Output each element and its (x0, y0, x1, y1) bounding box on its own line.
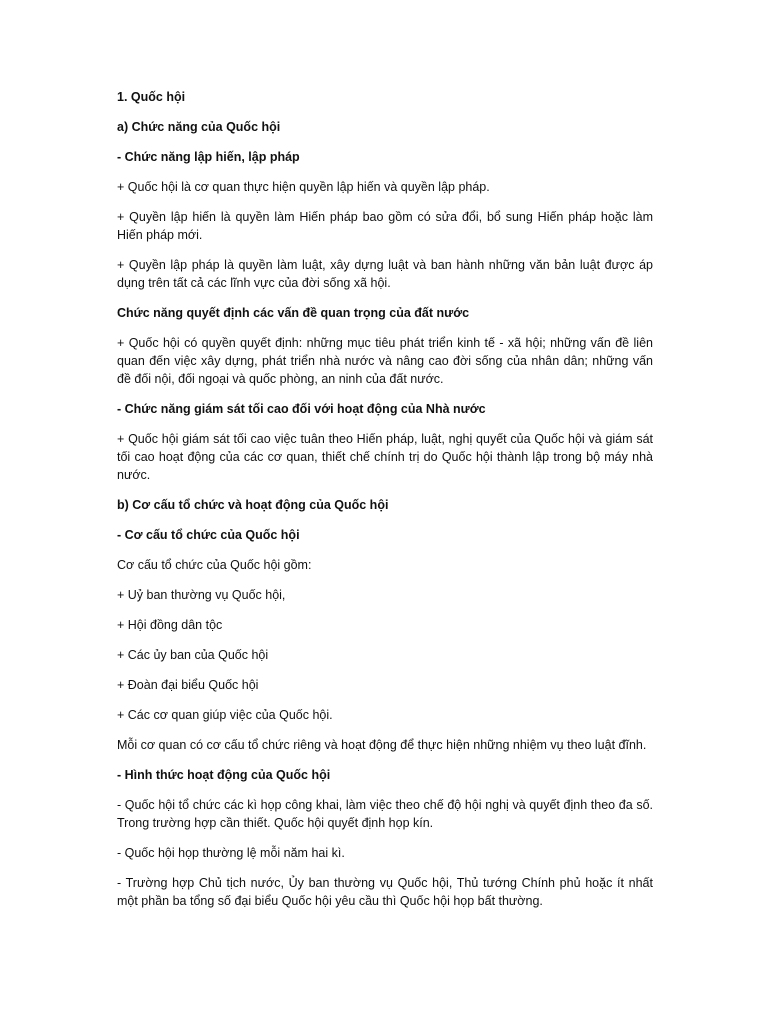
list-item: + Các cơ quan giúp việc của Quốc hội. (117, 708, 333, 722)
topic-heading: Chức năng quyết định các vấn đề quan trọng của đất nước (117, 306, 470, 320)
body-paragraph: - Quốc hội họp thường lệ mỗi năm hai kì. (117, 846, 345, 860)
body-paragraph: + Quốc hội có quyền quyết định: những mục tiêu phát triển kinh tế - xã hội; những vấn đề liên quan đến việc xây dựng, phát triển nhà nước và nâng cao đời sống của nhân dân; những vấn đề đối nội, đối ngoại và quốc phòng, an ninh của đất nước. (117, 336, 653, 386)
body-paragraph: + Quốc hội giám sát tối cao việc tuân theo Hiến pháp, luật, nghị quyết của Quốc hội và giám sát tối cao hoạt động của các cơ quan, thiết chế chính trị do Quốc hội thành lập trong bộ máy nhà nước. (117, 432, 653, 482)
subsection-heading: a) Chức năng của Quốc hội (117, 120, 281, 134)
list-item: + Hội đồng dân tộc (117, 618, 223, 632)
topic-heading: - Cơ cấu tổ chức của Quốc hội (117, 528, 300, 542)
topic-heading: - Chức năng giám sát tối cao đối với hoạt động của Nhà nước (117, 402, 486, 416)
body-paragraph: Mỗi cơ quan có cơ cấu tổ chức riêng và hoạt động để thực hiện những nhiệm vụ theo luật đĩnh. (117, 738, 647, 752)
body-paragraph: + Quyền lập pháp là quyền làm luật, xây dựng luật và ban hành những văn bản luật được áp dụng trên tất cả các lĩnh vực của đời sống xã hội. (117, 258, 653, 290)
list-item: + Đoàn đại biểu Quốc hội (117, 678, 259, 692)
list-item: + Các ủy ban của Quốc hội (117, 648, 269, 662)
subsection-heading: b) Cơ cấu tổ chức và hoạt động của Quốc hội (117, 498, 389, 512)
list-item: + Uỷ ban thường vụ Quốc hội, (117, 588, 286, 602)
topic-heading: - Chức năng lập hiến, lập pháp (117, 150, 300, 164)
document-page (117, 88, 653, 922)
section-heading: 1. Quốc hội (117, 90, 186, 104)
body-paragraph: Cơ cấu tổ chức của Quốc hội gồm: (117, 558, 312, 572)
body-paragraph: - Trường hợp Chủ tịch nước, Ủy ban thường vụ Quốc hội, Thủ tướng Chính phủ hoặc ít nhất một phần ba tổng số đại biểu Quốc hội yêu cầu thì Quốc hội họp bất thường. (117, 876, 653, 908)
body-paragraph: + Quyền lập hiến là quyền làm Hiến pháp bao gồm có sửa đổi, bổ sung Hiến pháp hoặc làm Hiến pháp mới. (117, 210, 653, 242)
topic-heading: - Hình thức hoạt động của Quốc hội (117, 768, 331, 782)
body-paragraph: + Quốc hội là cơ quan thực hiện quyền lập hiến và quyền lập pháp. (117, 180, 490, 194)
body-paragraph: - Quốc hội tổ chức các kì họp công khai, làm việc theo chế độ hội nghị và quyết định theo đa số. Trong trường hợp cần thiết. Quốc hội quyết định họp kín. (117, 798, 653, 830)
